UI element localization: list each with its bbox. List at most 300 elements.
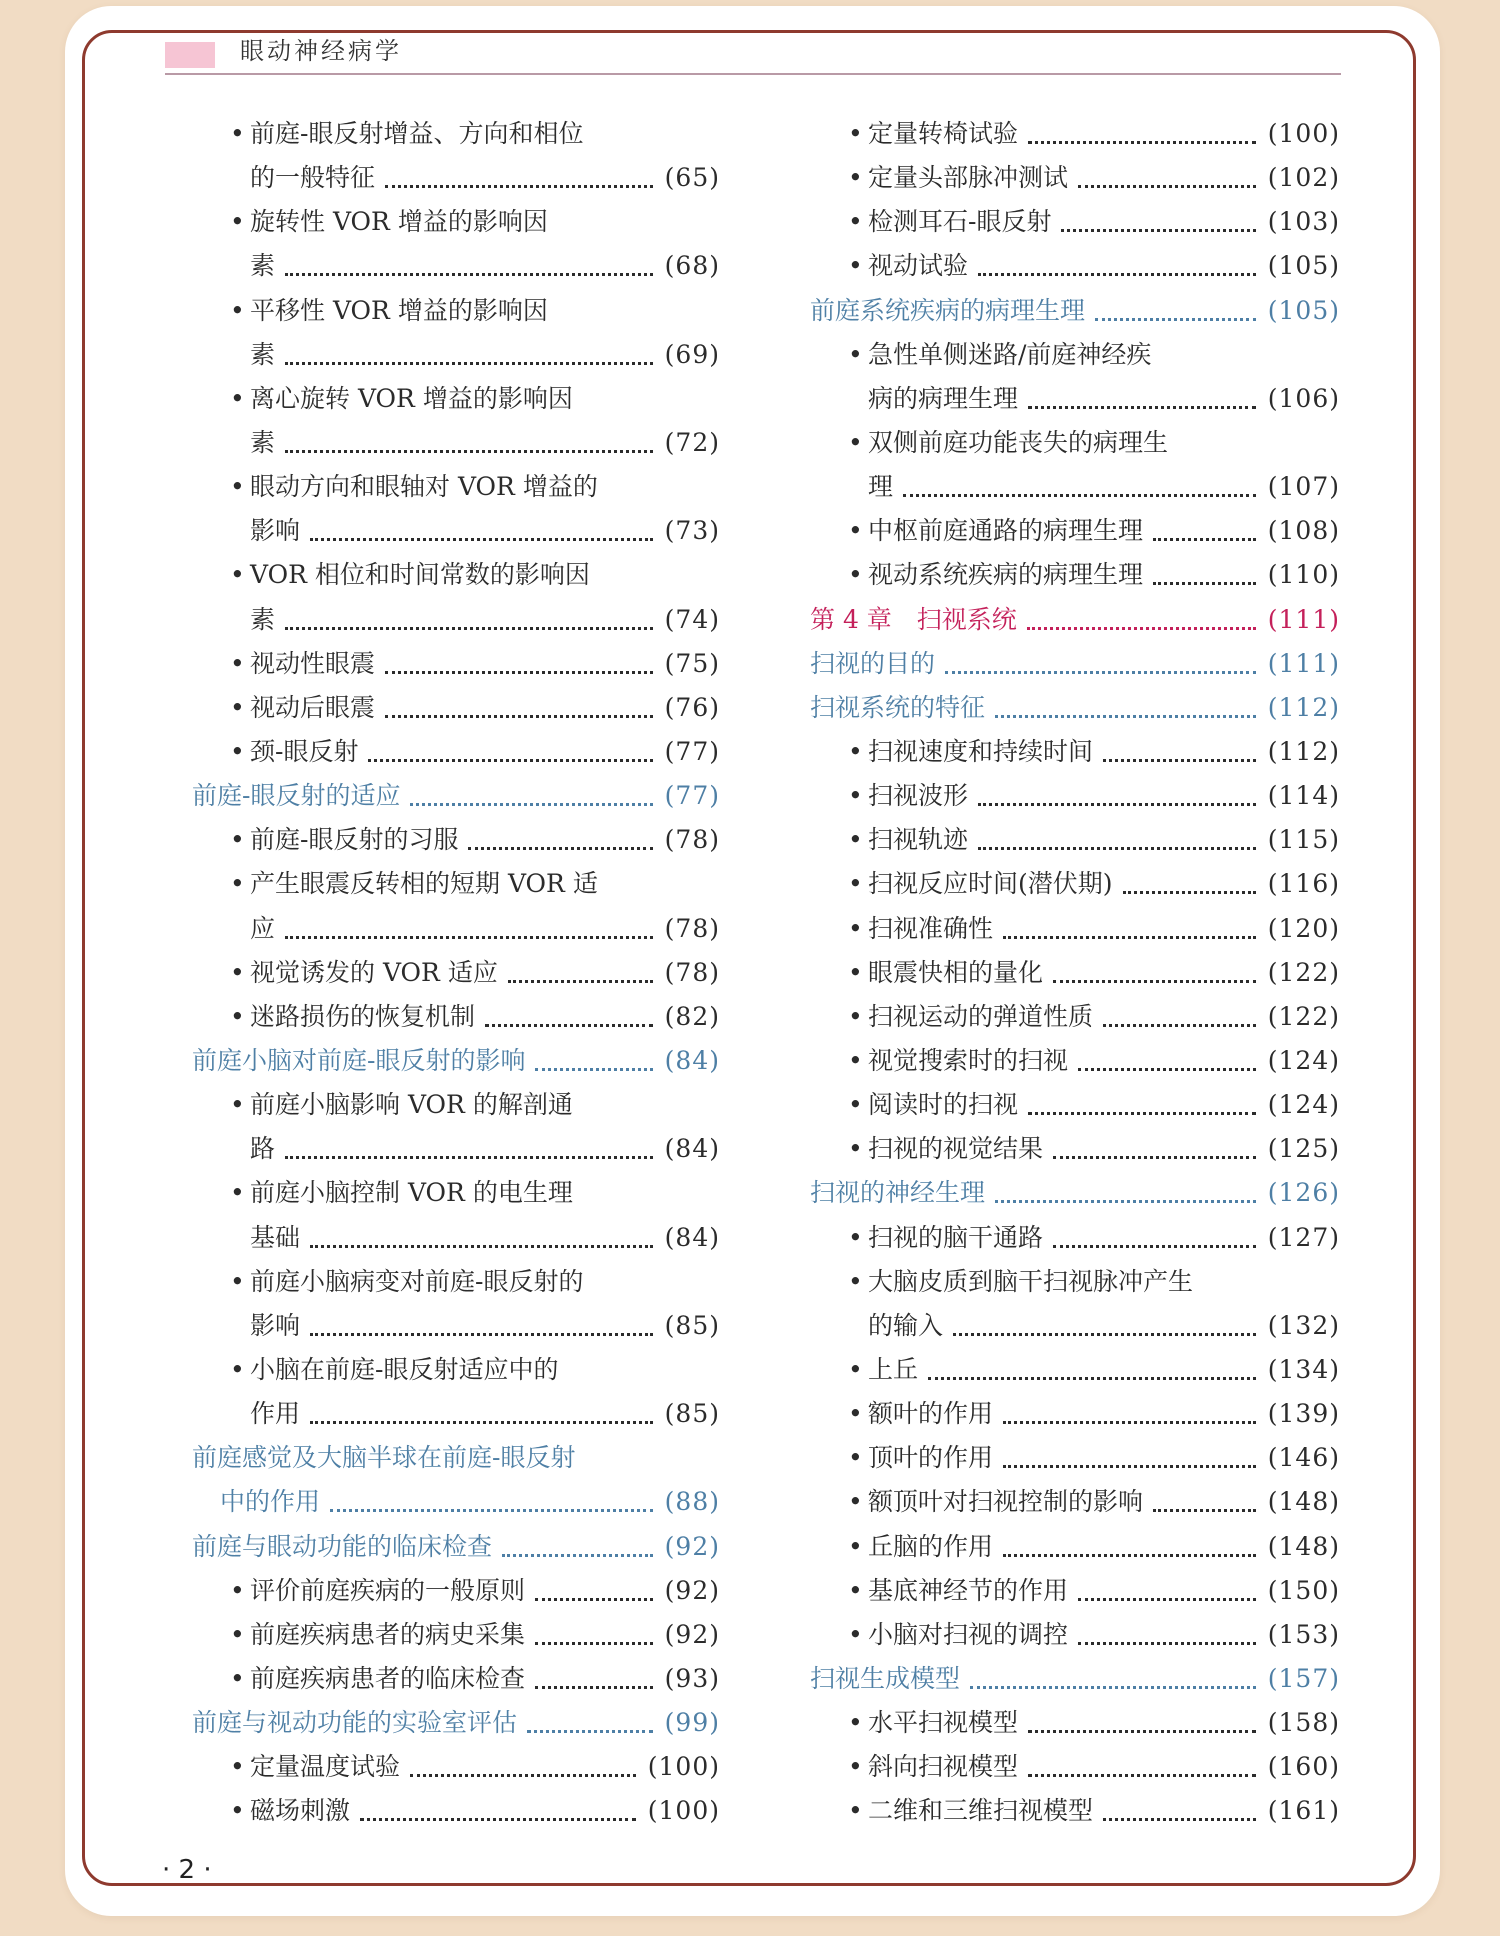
toc-entry[interactable] (810, 465, 1340, 509)
dot-leader (535, 1686, 653, 1689)
dot-leader (360, 1818, 636, 1821)
toc-entry[interactable] (192, 200, 720, 244)
toc-entry-title: 影响 (250, 1310, 301, 1340)
toc-page-ref: (85) (664, 1310, 720, 1340)
toc-page-ref: (112) (1267, 736, 1340, 766)
toc-entry[interactable] (192, 1171, 720, 1215)
bullet-icon: • (230, 1266, 245, 1296)
toc-entry[interactable] (192, 774, 720, 818)
toc-entry[interactable] (810, 598, 1340, 642)
toc-page-ref: (73) (664, 516, 720, 546)
toc-entry[interactable] (810, 509, 1340, 553)
toc-entry-title: 小脑在前庭-眼反射适应中的 (250, 1354, 559, 1384)
toc-page-ref: (102) (1267, 163, 1340, 193)
toc-entry-title: 前庭与视动功能的实验室评估 (192, 1708, 518, 1738)
bullet-icon: • (848, 207, 863, 237)
toc-entry[interactable] (192, 1436, 720, 1480)
toc-entry[interactable] (192, 289, 720, 333)
toc-entry-title: 额顶叶对扫视控制的影响 (868, 1487, 1144, 1517)
bullet-icon: • (230, 119, 245, 148)
toc-entry[interactable] (192, 818, 720, 862)
toc-page-ref: (65) (664, 163, 720, 193)
bullet-icon: • (230, 1752, 245, 1782)
dot-leader (535, 1642, 653, 1645)
toc-entry[interactable] (810, 333, 1340, 377)
toc-entry-title: 扫视轨迹 (868, 825, 969, 855)
bullet-icon: • (848, 1222, 863, 1252)
toc-entry-title: 前庭与眼动功能的临床检查 (192, 1531, 493, 1561)
toc-page-ref: (153) (1267, 1619, 1340, 1649)
bullet-icon: • (230, 957, 245, 987)
dot-leader (385, 185, 653, 188)
toc-entry-title: 基础 (250, 1222, 301, 1252)
dot-leader (978, 847, 1256, 850)
toc-entry[interactable] (192, 333, 720, 377)
toc-entry[interactable] (192, 598, 720, 642)
bullet-icon: • (848, 1796, 863, 1826)
toc-entry-title: 旋转性 VOR 增益的影响因 (250, 207, 548, 237)
toc-entry[interactable] (192, 907, 720, 951)
toc-entry[interactable] (810, 995, 1340, 1039)
dot-leader (285, 1156, 653, 1159)
toc-page-ref: (148) (1267, 1487, 1340, 1517)
toc-page-ref: (100) (1267, 119, 1340, 148)
toc-entry-title: 视觉诱发的 VOR 适应 (250, 957, 498, 987)
toc-entry-title: 扫视的目的 (810, 648, 936, 678)
toc-entry-title: 顶叶的作用 (868, 1443, 994, 1473)
toc-entry[interactable] (810, 686, 1340, 730)
bullet-icon: • (230, 1663, 245, 1693)
toc-page-ref: (76) (664, 692, 720, 722)
toc-entry-title: 素 (250, 604, 276, 634)
toc-left-column (192, 112, 720, 1833)
toc-page-ref: (110) (1267, 560, 1340, 590)
toc-entry[interactable] (810, 377, 1340, 421)
bullet-icon: • (848, 869, 863, 899)
dot-leader (310, 1333, 653, 1336)
toc-entry-title: 前庭感觉及大脑半球在前庭-眼反射 (192, 1443, 576, 1473)
toc-entry[interactable] (810, 1304, 1340, 1348)
toc-entry[interactable] (810, 200, 1340, 244)
dot-leader (995, 1200, 1256, 1203)
bullet-icon: • (848, 913, 863, 943)
dot-leader (903, 494, 1256, 497)
bullet-icon: • (848, 1399, 863, 1429)
toc-entry[interactable] (192, 1657, 720, 1701)
bullet-icon: • (230, 1354, 245, 1384)
toc-entry[interactable] (192, 1745, 720, 1789)
toc-entry[interactable] (810, 862, 1340, 906)
toc-entry-title: 眼震快相的量化 (868, 957, 1044, 987)
toc-entry[interactable] (192, 1348, 720, 1392)
toc-entry-title: 颈-眼反射 (250, 736, 359, 766)
toc-entry-title: 扫视的神经生理 (810, 1178, 986, 1208)
bullet-icon: • (230, 560, 245, 590)
toc-entry[interactable] (810, 907, 1340, 951)
toc-entry-title: 产生眼震反转相的短期 VOR 适 (250, 869, 598, 899)
toc-page-ref: (108) (1267, 516, 1340, 546)
toc-entry[interactable] (810, 1480, 1340, 1524)
toc-entry[interactable] (810, 244, 1340, 288)
toc-page-ref: (134) (1267, 1354, 1340, 1384)
toc-page-ref: (146) (1267, 1443, 1340, 1473)
toc-entry[interactable] (810, 1436, 1340, 1480)
bullet-icon: • (230, 1001, 245, 1031)
dot-leader (508, 980, 653, 983)
toc-entry[interactable] (192, 112, 720, 156)
toc-entry[interactable] (810, 1083, 1340, 1127)
toc-page-ref: (127) (1267, 1222, 1340, 1252)
dot-leader (410, 803, 652, 806)
toc-entry-title: 路 (250, 1134, 276, 1164)
toc-entry-title: 离心旋转 VOR 增益的影响因 (250, 383, 573, 413)
toc-entry-title: 视动系统疾病的病理生理 (868, 560, 1144, 590)
dot-leader (1003, 1554, 1256, 1557)
toc-entry[interactable] (192, 995, 720, 1039)
toc-page-ref: (103) (1267, 207, 1340, 237)
toc-page-ref: (74) (664, 604, 720, 634)
dot-leader (1028, 1112, 1256, 1115)
dot-leader (1028, 141, 1256, 144)
toc-entry-title: 影响 (250, 516, 301, 546)
toc-page-ref: (69) (664, 339, 720, 369)
dot-leader (1153, 1509, 1256, 1512)
toc-entry[interactable] (810, 1745, 1340, 1789)
bullet-icon: • (230, 825, 245, 855)
bullet-icon: • (848, 1487, 863, 1517)
toc-entry[interactable] (810, 1127, 1340, 1171)
toc-page-ref: (77) (664, 736, 720, 766)
dot-leader (953, 1333, 1256, 1336)
toc-entry[interactable] (192, 465, 720, 509)
toc-entry-title: 的输入 (868, 1310, 944, 1340)
dot-leader (1078, 1642, 1256, 1645)
bullet-icon: • (848, 825, 863, 855)
toc-entry[interactable] (810, 1260, 1340, 1304)
toc-page-ref: (122) (1267, 957, 1340, 987)
bullet-icon: • (230, 692, 245, 722)
toc-page-ref: (115) (1267, 825, 1340, 855)
toc-page-ref: (100) (647, 1796, 720, 1826)
bullet-icon: • (848, 1266, 863, 1296)
toc-entry[interactable] (192, 1613, 720, 1657)
toc-entry[interactable] (810, 1216, 1340, 1260)
toc-entry-title: 双侧前庭功能丧失的病理生 (868, 427, 1169, 457)
toc-entry[interactable] (810, 1525, 1340, 1569)
toc-entry[interactable] (192, 862, 720, 906)
toc-entry-title: 斜向扫视模型 (868, 1752, 1019, 1782)
dot-leader (945, 671, 1256, 674)
toc-page-ref: (124) (1267, 1045, 1340, 1075)
toc-entry-title: 素 (250, 427, 276, 457)
dot-leader (485, 1024, 653, 1027)
toc-entry[interactable] (810, 642, 1340, 686)
toc-page-ref: (150) (1267, 1575, 1340, 1605)
toc-page-ref: (158) (1267, 1708, 1340, 1738)
toc-entry-title: 前庭系统疾病的病理生理 (810, 295, 1086, 325)
toc-entry-title: 迷路损伤的恢复机制 (250, 1001, 476, 1031)
toc-entry-title: 评价前庭疾病的一般原则 (250, 1575, 526, 1605)
bullet-icon: • (848, 1354, 863, 1384)
toc-entry[interactable] (192, 421, 720, 465)
dot-leader (1153, 538, 1256, 541)
toc-entry-title: 前庭小脑影响 VOR 的解剖通 (250, 1090, 573, 1120)
dot-leader (535, 1598, 653, 1601)
toc-entry[interactable] (810, 1348, 1340, 1392)
toc-page-ref: (88) (664, 1487, 720, 1517)
toc-page-ref: (75) (664, 648, 720, 678)
bullet-icon: • (848, 1708, 863, 1738)
dot-leader (535, 1068, 652, 1071)
toc-entry[interactable] (810, 1039, 1340, 1083)
toc-page-ref: (72) (664, 427, 720, 457)
toc-entry-title: 眼动方向和眼轴对 VOR 增益的 (250, 472, 598, 502)
toc-entry-title: 平移性 VOR 增益的影响因 (250, 295, 548, 325)
toc-page-ref: (160) (1267, 1752, 1340, 1782)
dot-leader (978, 273, 1256, 276)
bullet-icon: • (848, 1443, 863, 1473)
page-number: · 2 · (162, 1855, 212, 1885)
bullet-icon: • (848, 1619, 863, 1649)
dot-leader (1103, 759, 1256, 762)
toc-page-ref: (78) (664, 913, 720, 943)
dot-leader (285, 627, 653, 630)
dot-leader (385, 715, 653, 718)
toc-entry-title: 上丘 (868, 1354, 919, 1384)
bullet-icon: • (230, 1796, 245, 1826)
dot-leader (1053, 1245, 1256, 1248)
toc-entry-title: 二维和三维扫视模型 (868, 1796, 1094, 1826)
toc-entry[interactable] (810, 112, 1340, 156)
toc-page-ref: (92) (664, 1575, 720, 1605)
toc-entry[interactable] (192, 1392, 720, 1436)
toc-entry-title: 视动试验 (868, 251, 969, 281)
running-header (165, 34, 1341, 74)
toc-entry-title: 视觉搜索时的扫视 (868, 1045, 1069, 1075)
bullet-icon: • (848, 516, 863, 546)
toc-entry-title: 扫视反应时间(潜伏期) (868, 869, 1113, 899)
dot-leader (1078, 185, 1256, 188)
bullet-icon: • (230, 207, 245, 237)
dot-leader (1053, 1156, 1256, 1159)
toc-entry-title: 前庭-眼反射的习服 (250, 825, 459, 855)
bullet-icon: • (848, 1575, 863, 1605)
toc-entry-title: 扫视的视觉结果 (868, 1134, 1044, 1164)
dot-leader (1095, 318, 1256, 321)
toc-entry-title: 丘脑的作用 (868, 1531, 994, 1561)
dot-leader (1078, 1598, 1256, 1601)
toc-entry[interactable] (810, 1392, 1340, 1436)
toc-entry[interactable] (192, 509, 720, 553)
toc-entry[interactable] (810, 1657, 1340, 1701)
toc-entry-title: 小脑对扫视的调控 (868, 1619, 1069, 1649)
bullet-icon: • (848, 163, 863, 193)
dot-leader (978, 803, 1256, 806)
toc-page-ref: (85) (664, 1399, 720, 1429)
toc-entry-title: 前庭小脑病变对前庭-眼反射的 (250, 1266, 584, 1296)
bullet-icon: • (230, 1575, 245, 1605)
toc-entry-title: 额叶的作用 (868, 1399, 994, 1429)
toc-entry[interactable] (810, 1613, 1340, 1657)
bullet-icon: • (230, 1178, 245, 1208)
toc-entry[interactable] (192, 1083, 720, 1127)
toc-entry-title: 扫视生成模型 (810, 1663, 961, 1693)
header-color-block (165, 42, 215, 68)
toc-page-ref: (122) (1267, 1001, 1340, 1031)
toc-page-ref: (107) (1267, 472, 1340, 502)
dot-leader (1123, 891, 1256, 894)
toc-entry[interactable] (810, 774, 1340, 818)
dot-leader (310, 1421, 653, 1424)
toc-page-ref: (100) (647, 1752, 720, 1782)
bullet-icon: • (848, 736, 863, 766)
dot-leader (330, 1509, 653, 1512)
toc-entry-title: 第 4 章 扫视系统 (810, 604, 1017, 634)
dot-leader (1053, 980, 1256, 983)
toc-entry[interactable] (192, 1216, 720, 1260)
dot-leader (285, 936, 653, 939)
bullet-icon: • (848, 1001, 863, 1031)
toc-entry[interactable] (192, 1039, 720, 1083)
toc-entry[interactable] (192, 1569, 720, 1613)
toc-entry[interactable] (192, 686, 720, 730)
dot-leader (928, 1377, 1256, 1380)
toc-entry[interactable] (192, 1701, 720, 1745)
bullet-icon: • (848, 1090, 863, 1120)
toc-page-ref: (77) (664, 781, 720, 811)
toc-page-ref: (157) (1267, 1663, 1340, 1693)
toc-entry-title: 视动性眼震 (250, 648, 376, 678)
bullet-icon: • (848, 1752, 863, 1782)
toc-entry[interactable] (810, 1701, 1340, 1745)
dot-leader (285, 362, 653, 365)
toc-entry-title: 素 (250, 339, 276, 369)
toc-page-ref: (132) (1267, 1310, 1340, 1340)
toc-entry-title: 作用 (250, 1399, 301, 1429)
dot-leader (1003, 936, 1256, 939)
toc-entry-title: 中的作用 (220, 1487, 321, 1517)
toc-entry[interactable] (810, 1569, 1340, 1613)
bullet-icon: • (848, 427, 863, 457)
toc-entry[interactable] (192, 951, 720, 995)
toc-entry[interactable] (192, 1480, 720, 1524)
toc-page-ref: (112) (1267, 692, 1340, 722)
toc-entry-title: 定量头部脉冲测试 (868, 163, 1069, 193)
toc-right-column (810, 112, 1340, 1833)
toc-entry-title: 病的病理生理 (868, 383, 1019, 413)
toc-entry-title: 水平扫视模型 (868, 1708, 1019, 1738)
bullet-icon: • (230, 1619, 245, 1649)
dot-leader (310, 1245, 653, 1248)
toc-entry-title: 定量温度试验 (250, 1752, 401, 1782)
toc-entry[interactable] (192, 553, 720, 597)
toc-entry[interactable] (192, 1127, 720, 1171)
toc-page-ref: (116) (1267, 869, 1340, 899)
toc-page-ref: (84) (664, 1045, 720, 1075)
dot-leader (285, 450, 653, 453)
toc-entry[interactable] (192, 642, 720, 686)
toc-entry[interactable] (192, 1260, 720, 1304)
toc-entry[interactable] (192, 1304, 720, 1348)
book-title: 眼动神经病学 (240, 37, 402, 65)
dot-leader (468, 847, 652, 850)
dot-leader (1028, 406, 1256, 409)
toc-page-ref: (78) (664, 957, 720, 987)
dot-leader (285, 273, 653, 276)
dot-leader (1103, 1024, 1256, 1027)
bullet-icon: • (848, 1531, 863, 1561)
bullet-icon: • (848, 339, 863, 369)
toc-entry[interactable] (192, 156, 720, 200)
dot-leader (1061, 229, 1255, 232)
dot-leader (1103, 1818, 1256, 1821)
toc-entry[interactable] (192, 1525, 720, 1569)
toc-entry[interactable] (192, 377, 720, 421)
toc-entry-title: 前庭-眼反射增益、方向和相位 (250, 119, 584, 148)
dot-leader (1078, 1068, 1256, 1071)
toc-entry[interactable] (810, 421, 1340, 465)
dot-leader (527, 1730, 653, 1733)
dot-leader (1028, 1730, 1256, 1733)
dot-leader (1003, 1465, 1256, 1468)
dot-leader (1027, 627, 1256, 630)
toc-entry[interactable] (192, 1789, 720, 1833)
bullet-icon: • (848, 1045, 863, 1075)
toc-entry[interactable] (810, 951, 1340, 995)
toc-page-ref: (92) (664, 1531, 720, 1561)
bullet-icon: • (230, 383, 245, 413)
toc-entry[interactable] (192, 244, 720, 288)
dot-leader (995, 715, 1256, 718)
toc-entry-title: 应 (250, 913, 276, 943)
toc-entry-title: 扫视的脑干通路 (868, 1222, 1044, 1252)
dot-leader (410, 1774, 636, 1777)
toc-page-ref: (105) (1267, 295, 1340, 325)
toc-entry-title: 扫视速度和持续时间 (868, 736, 1094, 766)
bullet-icon: • (230, 648, 245, 678)
bullet-icon: • (848, 119, 863, 148)
toc-page-ref: (84) (664, 1222, 720, 1252)
bullet-icon: • (230, 869, 245, 899)
dot-leader (970, 1686, 1256, 1689)
toc-entry[interactable] (192, 730, 720, 774)
toc-entry[interactable] (810, 730, 1340, 774)
toc-page-ref: (139) (1267, 1399, 1340, 1429)
bullet-icon: • (848, 560, 863, 590)
toc-entry[interactable] (810, 156, 1340, 200)
toc-entry[interactable] (810, 289, 1340, 333)
toc-page-ref: (93) (664, 1663, 720, 1693)
toc-page-ref: (111) (1267, 604, 1340, 634)
toc-entry[interactable] (810, 1171, 1340, 1215)
dot-leader (368, 759, 652, 762)
toc-page-ref: (92) (664, 1619, 720, 1649)
bullet-icon: • (848, 957, 863, 987)
toc-page-ref: (105) (1267, 251, 1340, 281)
toc-entry[interactable] (810, 1789, 1340, 1833)
toc-entry-title: 前庭疾病患者的病史采集 (250, 1619, 526, 1649)
toc-entry[interactable] (810, 818, 1340, 862)
toc-entry-title: 磁场刺激 (250, 1796, 351, 1826)
toc-entry[interactable] (810, 553, 1340, 597)
header-rule (165, 73, 1341, 75)
toc-entry-title: 扫视准确性 (868, 913, 994, 943)
toc-entry-title: 理 (868, 472, 894, 502)
toc-entry-title: 前庭疾病患者的临床检查 (250, 1663, 526, 1693)
bullet-icon: • (230, 295, 245, 325)
toc-entry-title: 扫视运动的弹道性质 (868, 1001, 1094, 1031)
dot-leader (1153, 582, 1256, 585)
